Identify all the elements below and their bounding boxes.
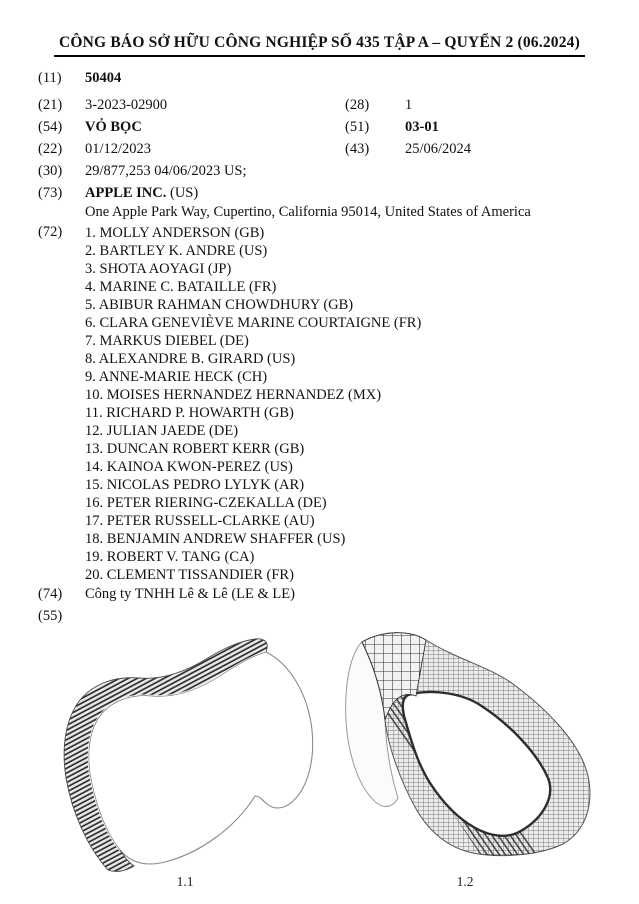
figure-1-1-drawing [50,638,332,876]
inventor-list [85,224,421,584]
inventor-item: 7. MARKUS DIEBEL (DE) [85,333,249,349]
figure-1-1-caption: 1.1 [176,874,194,889]
field-54 [38,119,142,136]
field-21-value: 3-2023-02900 [85,97,168,113]
page-header [0,34,639,57]
field-74-code: (74) [38,586,63,602]
inventor-item: 14. KAINOA KWON-PEREZ (US) [85,459,293,475]
owner-country: (US) [166,185,199,201]
field-11-value: 50404 [85,70,122,86]
inventor-item: 15. NICOLAS PEDRO LYLYK (AR) [85,477,305,493]
field-28-code: (28) [345,97,370,113]
field-51 [345,119,439,136]
inventor-item: 8. ALEXANDRE B. GIRARD (US) [85,351,296,367]
field-30 [38,163,247,180]
field-54-code: (54) [38,119,63,135]
field-74-value: Công ty TNHH Lê & Lê (LE & LE) [85,586,295,602]
field-11 [38,70,121,87]
inventor-item: 11. RICHARD P. HOWARTH (GB) [85,405,294,421]
field-30-value: 29/877,253 04/06/2023 US; [85,163,247,179]
inventor-item: 3. SHOTA AOYAGI (JP) [85,261,232,277]
field-30-code: (30) [38,163,63,179]
field-72-code: (72) [38,224,63,240]
field-28 [345,97,412,114]
field-43-code: (43) [345,141,370,157]
inventor-item: 12. JULIAN JAEDE (DE) [85,423,239,439]
inventor-item: 6. CLARA GENEVIÈVE MARINE COURTAIGNE (FR) [85,315,422,331]
field-73-code: (73) [38,185,63,201]
inventor-item: 16. PETER RIERING-CZEKALLA (DE) [85,495,327,511]
owner-address: One Apple Park Way, Cupertino, California 95014, United States of America [85,204,531,220]
inventor-item: 20. CLEMENT TISSANDIER (FR) [85,567,294,583]
inventor-item: 4. MARINE C. BATAILLE (FR) [85,279,277,295]
inventor-item: 17. PETER RUSSELL-CLARKE (AU) [85,513,315,529]
field-22-value: 01/12/2023 [85,141,152,157]
field-74 [38,586,295,603]
figure-1-2-drawing [338,626,622,874]
inventor-item: 10. MOISES HERNANDEZ HERNANDEZ (MX) [85,387,382,403]
field-54-value: VỎ BỌC [85,119,142,135]
field-11-code: (11) [38,70,62,86]
field-21 [38,97,167,114]
inventor-item: 5. ABIBUR RAHMAN CHOWDHURY (GB) [85,297,354,313]
inventor-item: 13. DUNCAN ROBERT KERR (GB) [85,441,305,457]
owner-name: APPLE INC. [85,185,167,201]
field-55 [38,608,85,625]
inventor-item: 18. BENJAMIN ANDREW SHAFFER (US) [85,531,346,547]
figure-1-2-caption: 1.2 [456,874,474,889]
field-73 [38,185,198,202]
inventor-item: 1. MOLLY ANDERSON (GB) [85,225,265,241]
inventor-item: 9. ANNE-MARIE HECK (CH) [85,369,268,385]
field-22 [38,141,151,158]
inventor-item: 19. ROBERT V. TANG (CA) [85,549,255,565]
field-51-value: 03-01 [405,119,439,135]
field-43-value: 25/06/2024 [405,141,472,157]
field-51-code: (51) [345,119,370,135]
field-21-code: (21) [38,97,63,113]
field-55-code: (55) [38,608,63,624]
field-22-code: (22) [38,141,63,157]
field-72 [38,224,85,241]
field-28-value: 1 [405,97,413,113]
page-title: CÔNG BÁO SỞ HỮU CÔNG NGHIỆP SỐ 435 TẬP A – QUYỂN 2 (06.2024) [54,34,585,57]
inventor-item: 2. BARTLEY K. ANDRE (US) [85,243,268,259]
field-43 [345,141,471,158]
